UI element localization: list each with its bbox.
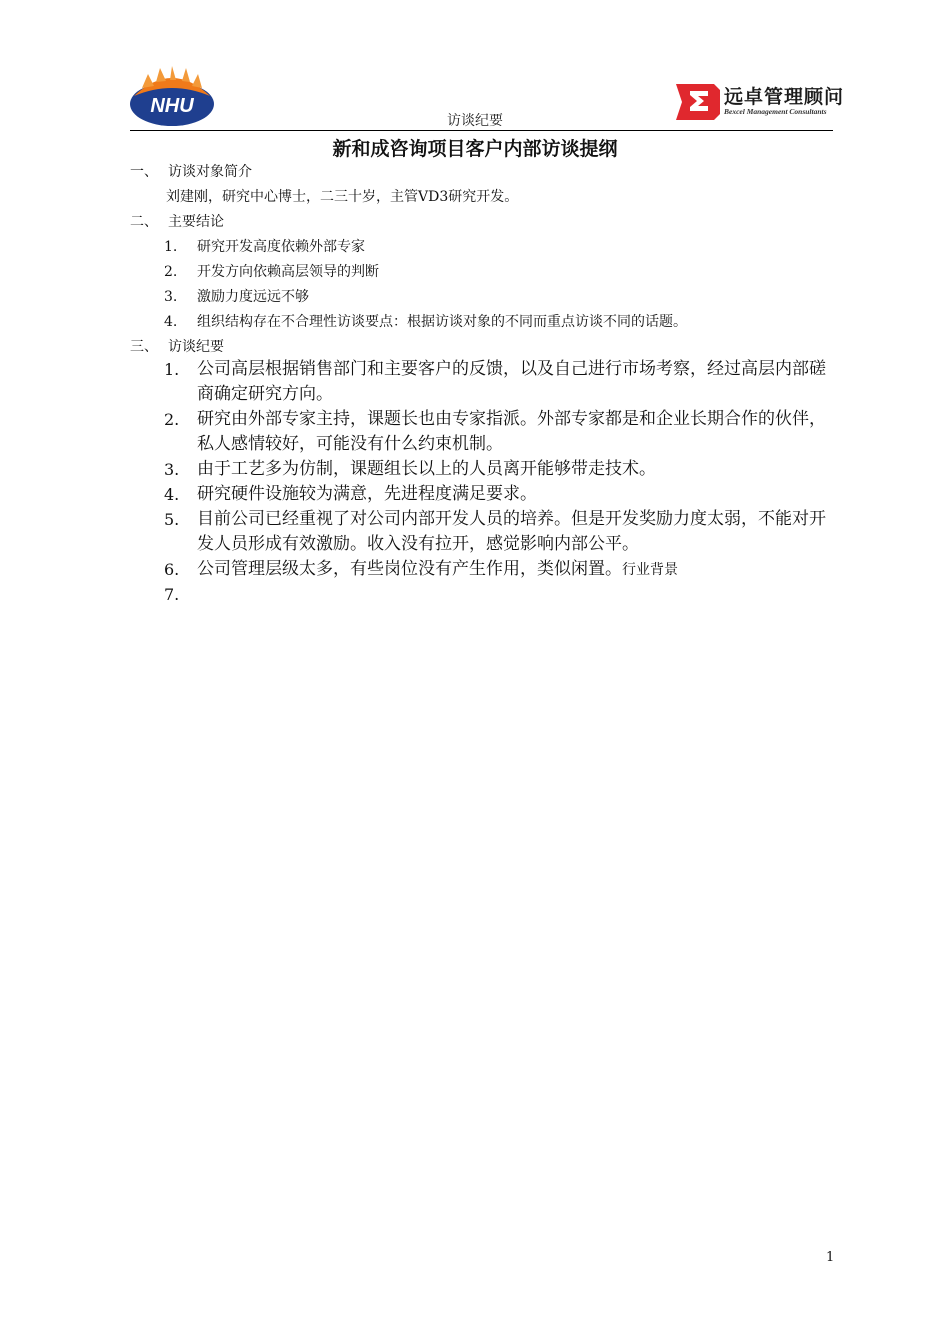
header-title: 访谈纪要 <box>447 113 503 129</box>
list-item <box>164 507 834 557</box>
list-item <box>164 357 834 407</box>
list-item <box>164 236 365 256</box>
list-number: 4. <box>164 485 180 504</box>
section-heading-minutes <box>130 336 224 356</box>
header-divider <box>130 130 833 131</box>
list-number: 4. <box>164 314 178 330</box>
list-number: 3. <box>164 460 180 479</box>
list-text: 由于工艺多为仿制，课题组长以上的人员离开能够带走技术。 <box>197 459 656 479</box>
list-text: 目前公司已经重视了对公司内部开发人员的培养。但是开发奖励力度太弱，不能对开发人员形成有效激励。收入没有拉开，感觉影响内部公平。 <box>197 509 826 554</box>
section-title: 主要结论 <box>168 214 224 230</box>
list-number: 2. <box>164 264 178 280</box>
list-item <box>164 482 834 507</box>
section-number: 三、 <box>130 339 158 355</box>
list-text: 研究硬件设施较为满意，先进程度满足要求。 <box>197 484 537 504</box>
list-text: 组织结构存在不合理性访谈要点：根据访谈对象的不同而重点访谈不同的话题。 <box>197 314 687 330</box>
list-text: 研究开发高度依赖外部专家 <box>197 239 365 255</box>
section-number: 二、 <box>130 214 158 230</box>
list-item <box>164 557 834 583</box>
section-heading-conclusions <box>130 211 224 231</box>
list-item <box>164 286 309 306</box>
list-number: 6. <box>164 560 180 579</box>
list-text: 开发方向依赖高层领导的判断 <box>197 264 379 280</box>
list-tail-note: 行业背景 <box>622 562 678 578</box>
bexcel-name: 远卓管理顾问 <box>724 86 845 108</box>
section-heading-profile <box>130 161 252 181</box>
bexcel-english-name: Bexcel Management Consultants <box>724 107 827 116</box>
document-title: 新和成咨询项目客户内部访谈提纲 <box>332 138 618 160</box>
list-number: 5. <box>164 510 180 529</box>
list-number: 7. <box>164 585 180 604</box>
list-item <box>164 261 379 281</box>
list-text: 公司高层根据销售部门和主要客户的反馈，以及自己进行市场考察，经过高层内部磋商确定研究方向。 <box>197 359 826 404</box>
page-number: 1 <box>826 1250 835 1265</box>
list-item <box>164 407 834 457</box>
list-text: 研究由外部专家主持，课题长也由专家指派。外部专家都是和企业长期合作的伙伴，私人感情较好，可能没有什么约束机制。 <box>197 409 826 454</box>
section-title: 访谈纪要 <box>168 339 224 355</box>
bexcel-mark-icon <box>676 82 720 120</box>
list-text: 激励力度远远不够 <box>197 289 309 305</box>
list-number: 1. <box>164 360 180 379</box>
list-number: 2. <box>164 410 180 429</box>
nhu-logo-text: NHU <box>150 95 194 117</box>
profile-text: 刘建刚，研究中心博士，二三十岁，主管VD3研究开发。 <box>166 189 519 205</box>
section-title: 访谈对象简介 <box>168 164 252 180</box>
section-number: 一、 <box>130 164 158 180</box>
list-text: 公司管理层级太多，有些岗位没有产生作用，类似闲置。 <box>197 559 622 579</box>
list-number: 3. <box>164 289 178 305</box>
bexcel-logo <box>676 82 862 122</box>
list-number: 1. <box>164 239 178 255</box>
list-item <box>164 457 834 482</box>
list-item <box>164 311 687 331</box>
